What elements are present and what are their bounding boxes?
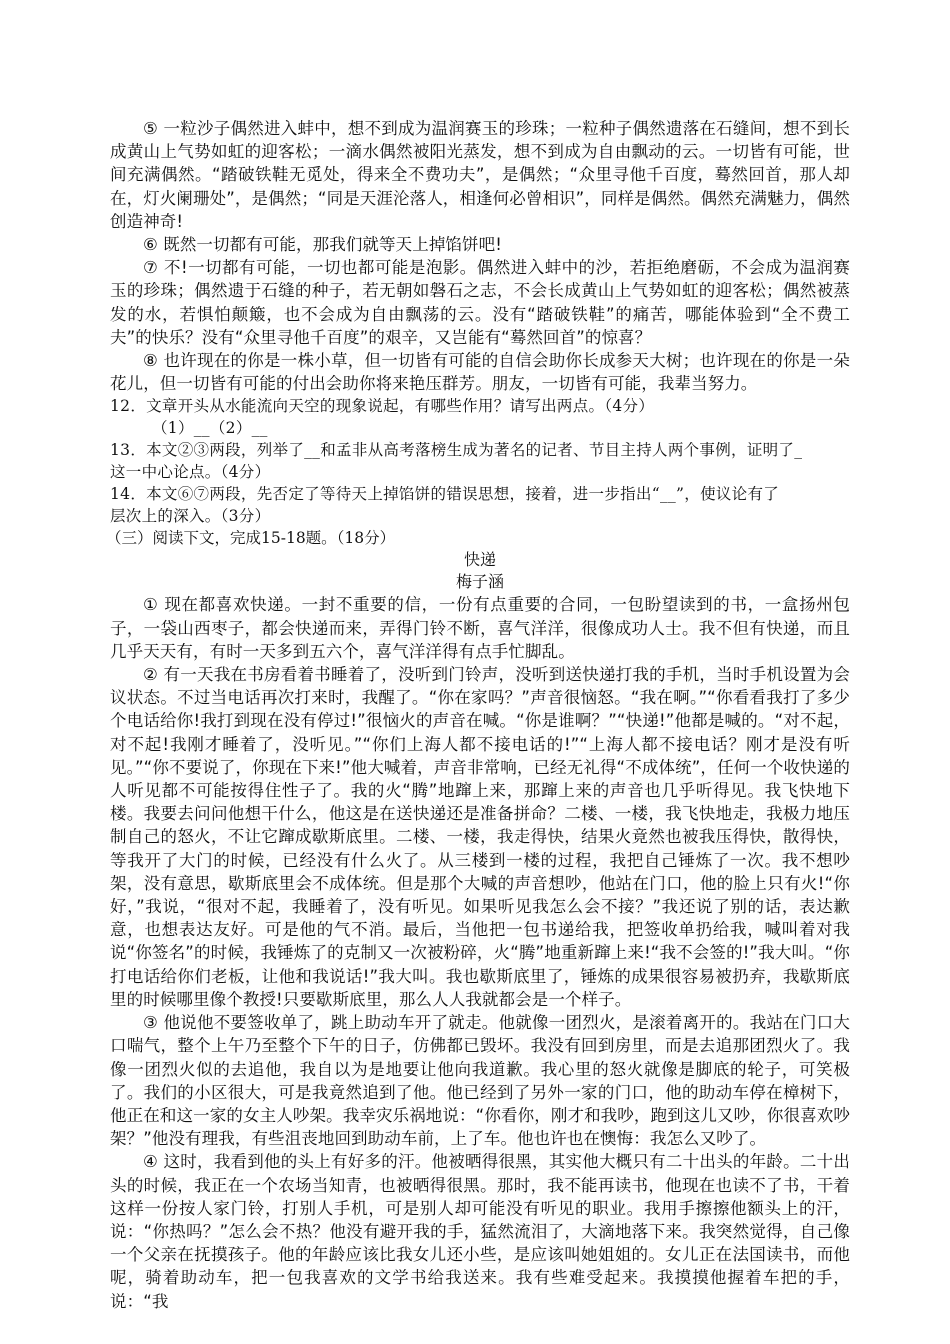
article-paragraph-1: ① 现在都喜欢快递。一封不重要的信，一份有点重要的合同，一包盼望读到的书，一盒扬州包子，一袋山西枣子，都会快递而来，弄得门铃不断，喜气洋洋，很像成功人士。我不但有快递，而且几乎天天有，有时一天多到五六个，喜气洋洋得有点手忙脚乱。 (110, 595, 850, 661)
article-paragraph-3: ③ 他说他不要签收单了，跳上助动车开了就走。他就像一团烈火，是滚着离开的。我站在门口大口喘气，整个上午乃至整个下午的日子，仿佛都已毁坏。我没有回到房里，而是去追那团烈火了。我像一团烈火似的去追他，我自以为是地要让他向我道歉。我心里的怒火就像是脚底的轮子，可笑极了。我们的小区很大，可是我竟然追到了他。他已经到了另外一家的门口，他的助动车停在樟树下，他正在和这一家的女主人吵架。我幸灾乐祸地说：“你看你，刚才和我吵，跑到这儿又吵，你很喜欢吵架？”他没有理我，有些沮丧地回到助动车前，上了车。他也许也在懊悔：我怎么又吵了。 (110, 1013, 850, 1149)
article-author: 梅子涵 (455, 572, 504, 592)
paragraph-5: ⑤ 一粒沙子偶然进入蚌中，想不到成为温润赛玉的珍珠；一粒种子偶然遗落在石缝间，想不到长成黄山上气势如虹的迎客松；一滴水偶然被阳光蒸发，想不到成为自由飘动的云。一切皆有可能，世间充满偶然。“踏破铁鞋无觅处，得来全不费功夫”，是偶然；“众里寻他千百度，蓦然回首，那人却在，灯火阑珊处”，是偶然；“同是天涯沦落人，相逢何必曾相识”，同样是偶然。偶然充满魅力，偶然创造神奇! (110, 119, 850, 231)
article-title: 快递 (463, 550, 496, 570)
paragraph-7: ⑦ 不!一切都有可能，一切也都可能是泡影。偶然进入蚌中的沙，若拒绝磨砺，不会成为温润赛玉的珍珠；偶然遗于石缝的种子，若无朝如磐石之志，不会长成黄山上气势如虹的迎客松；偶然被蒸发的水，若惧怕颠簸，也不会成为自由飘荡的云。没有“踏破铁鞋”的痛苦，哪能体验到“全不费工夫”的快乐？没有“众里寻他千百度”的艰辛，又岂能有“蓦然回首”的惊喜？ (110, 258, 850, 347)
question-13-line-1: 13．本文②③两段，列举了__和孟非从高考落榜生成为著名的记者、节目主持人两个事例，证明了_ (110, 441, 803, 460)
question-12: 12．文章开头从水能流向天空的现象说起，有哪些作用？请写出两点。（4分） (110, 397, 655, 416)
question-14-line-2: 层次上的深入。（3分） (110, 507, 271, 526)
document-content (106, 117, 850, 1313)
question-14-line-1: 14．本文⑥⑦两段，先否定了等待天上掉馅饼的错误思想，接着，进一步指出“__”，使议论有了 (110, 485, 780, 504)
question-12-blanks: （1）__（2）__ (152, 419, 268, 438)
article-paragraph-4: ④ 这时，我看到他的头上有好多的汗。他被晒得很黑，其实他大概只有二十出头的年龄。二十出头的时候，我正在一个农场当知青，也被晒得很黑。那时，我不能再读书，他现在也读不了书，干着这样一份按人家门铃，打别人手机，可是别人却可能没有听见的职业。我用手擦擦他额头上的汗，说：“你热吗？”怎么会不热？他没有避开我的手，猛然流泪了，大滴地落下来。我突然觉得，自己像一个父亲在抚摸孩子。他的年龄应该比我女儿还小些，是应该叫她姐姐的。女儿正在法国读书，而他呢，骑着助动车，把一包我喜欢的文学书给我送来。我有些难受起来。我摸摸他握着车把的手，说：“我 (110, 1152, 850, 1311)
section-3-heading: （三）阅读下文，完成15-18题。（18分） (106, 529, 396, 548)
paragraph-8: ⑧ 也许现在的你是一株小草，但一切皆有可能的自信会助你长成参天大树；也许现在的你是一朵花儿，但一切皆有可能的付出会助你将来艳压群芳。朋友，一切皆有可能，我辈当努力。 (110, 351, 850, 394)
paragraph-6: ⑥ 既然一切都有可能，那我们就等天上掉馅饼吧! (143, 235, 502, 255)
question-13-line-2: 这一中心论点。（4分） (110, 463, 271, 482)
article-paragraph-2: ② 有一天我在书房看着书睡着了，没听到门铃声，没听到送快递打我的手机，当时手机设置为会议状态。不过当电话再次打来时，我醒了。“你在家吗？”声音很恼怒。“我在啊。”“你看看我打了多少个电话给你!我打到现在没有停过!”很恼火的声音在喊。“你是谁啊？”“快递!”他都是喊的。“对不起，对不起!我刚才睡着了，没听见。”“你们上海人都不接电话的!”“上海人都不接电话？刚才是没有听见。”“你不要说了，你现在下来!”他大喊着，声音非常响，已经无礼得“不成体统”，任何一个收快递的人听见都不可能按得住性子了。我的火“腾”地蹿上来，那蹿上来的声音也几乎听得见。我飞快地下楼。我要去问问他想干什么，他这是在送快递还是准备拼命？二楼、一楼，我飞快地走，我极力地压制自己的怒火，不让它蹿成歇斯底里。二楼、一楼，我走得快，结果火竟然也被我压得快，散得快，等我开了大门的时候，已经没有什么火了。从三楼到一楼的过程，我把自己锤炼了一次。我不想吵架，没有意思，歇斯底里会不成体统。但是那个大喊的声音想吵，他站在门口，他的脸上只有火!“你好，”我说，“很对不起，我睡着了，没有听见。如果听见我怎么会不接？”我还说了别的话，表达歉意，也想表达友好。可是他的气不消。最后，当他把一包书递给我，把签收单扔给我，喊叫着对我说“你签名”的时候，我锤炼了的克制又一次被粉碎，火“腾”地重新蹿上来!“我不会签的!”我大叫。“你打电话给你们老板，让他和我说话!”我大叫。我也歇斯底里了，锤炼的成果很容易被扔弃，我歇斯底里的时候哪里像个教授!只要歇斯底里，那么人人我就都会是一个样子。 (110, 665, 850, 1009)
